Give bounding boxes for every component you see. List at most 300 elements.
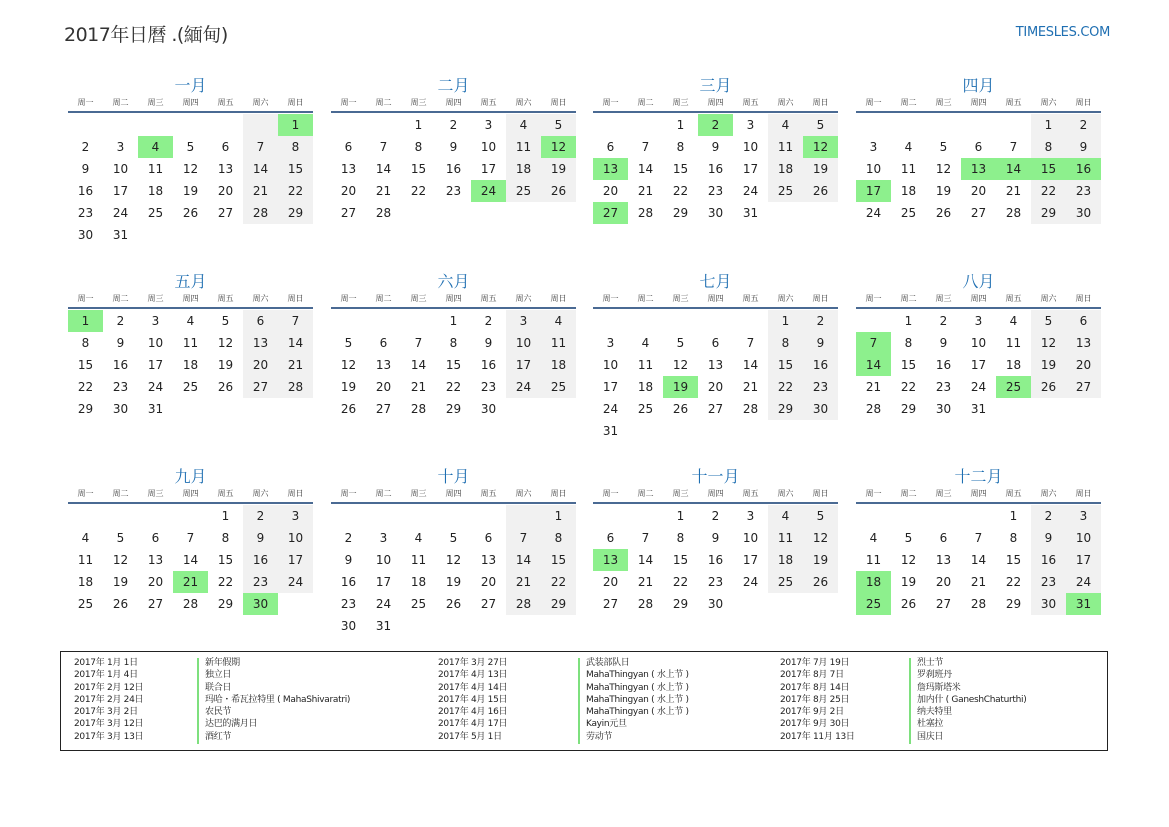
weekday-label: 周四 xyxy=(445,294,462,303)
weekday-label: 周日 xyxy=(550,489,567,498)
day-cell: 7 xyxy=(641,531,650,545)
weekday-label: 周三 xyxy=(672,294,689,303)
day-cell: 25 xyxy=(410,597,427,611)
day-cell: 9 xyxy=(803,332,838,354)
day-cell: 22 xyxy=(1005,575,1022,589)
empty-day xyxy=(173,505,208,527)
day-cell: 18 xyxy=(77,575,94,589)
site-link[interactable]: TIMESLES.COM xyxy=(1015,25,1110,40)
holiday-name: MahaThingyan ( 水上节 ) xyxy=(586,707,689,718)
weekday-label: 周一 xyxy=(602,98,619,107)
day-cell: 5 xyxy=(221,314,230,328)
day-cell: 19 xyxy=(182,184,199,198)
holiday-name: 独立日 xyxy=(205,670,232,681)
day-cell: 15 xyxy=(672,553,689,567)
day-cell: 2 xyxy=(1031,505,1066,527)
month-name: 一月 xyxy=(174,76,207,95)
day-cell: 30 xyxy=(340,619,357,633)
day-cell: 16 xyxy=(935,358,952,372)
day-grid xyxy=(856,310,1101,420)
day-cell: 5 xyxy=(803,505,838,527)
month-calendar xyxy=(331,271,576,420)
day-cell: 9 xyxy=(81,162,90,176)
day-cell: 9 xyxy=(449,140,458,154)
day-cell: 13 xyxy=(935,553,952,567)
day-cell: 1 xyxy=(449,314,458,328)
day-cell: 18 xyxy=(147,184,164,198)
empty-day xyxy=(891,114,926,136)
holiday-day: 1 xyxy=(278,114,313,136)
weekday-label: 周六 xyxy=(252,294,269,303)
day-cell: 8 xyxy=(541,527,576,549)
weekday-label: 周一 xyxy=(77,98,94,107)
weekday-label: 周三 xyxy=(935,489,952,498)
day-cell: 23 xyxy=(1031,571,1066,593)
empty-day xyxy=(138,114,173,136)
weekday-label: 周五 xyxy=(742,294,759,303)
day-cell: 4 xyxy=(1009,314,1018,328)
day-cell: 15 xyxy=(541,549,576,571)
day-cell: 20 xyxy=(147,575,164,589)
day-cell: 20 xyxy=(217,184,234,198)
holiday-day: 25 xyxy=(856,593,891,615)
holiday-name: MahaThingyan ( 水上节 ) xyxy=(586,670,689,681)
empty-day xyxy=(593,114,628,136)
month-name: 十月 xyxy=(437,467,470,486)
month-name: 十二月 xyxy=(954,467,1003,486)
day-cell: 4 xyxy=(414,531,423,545)
empty-day xyxy=(103,505,138,527)
empty-day xyxy=(103,114,138,136)
empty-day xyxy=(68,505,103,527)
day-cell: 2 xyxy=(803,310,838,332)
day-grid xyxy=(593,114,838,224)
day-cell: 28 xyxy=(742,402,759,416)
weekday-label: 周六 xyxy=(777,294,794,303)
day-cell: 29 xyxy=(217,597,234,611)
day-cell: 29 xyxy=(77,402,94,416)
day-cell: 7 xyxy=(278,310,313,332)
day-cell: 30 xyxy=(77,228,94,242)
holiday-name: MahaThingyan ( 水上节 ) xyxy=(586,682,689,693)
holiday-dates-column xyxy=(74,657,143,743)
day-cell: 25 xyxy=(182,380,199,394)
day-cell: 22 xyxy=(77,380,94,394)
day-cell: 11 xyxy=(900,162,917,176)
day-cell: 11 xyxy=(1005,336,1022,350)
holiday-name: 劳动节 xyxy=(586,731,613,742)
day-cell: 10 xyxy=(506,332,541,354)
day-cell: 21 xyxy=(506,571,541,593)
day-cell: 14 xyxy=(970,553,987,567)
month-divider xyxy=(331,502,576,504)
day-grid xyxy=(856,505,1101,615)
empty-day xyxy=(856,310,891,332)
weekday-header xyxy=(856,97,1101,109)
day-cell: 8 xyxy=(221,531,230,545)
day-cell: 23 xyxy=(1066,180,1101,202)
day-cell: 10 xyxy=(112,162,129,176)
day-cell: 15 xyxy=(217,553,234,567)
day-cell: 20 xyxy=(602,184,619,198)
holiday-date: 2017年 4月 15日 xyxy=(438,694,508,705)
day-cell: 20 xyxy=(243,354,278,376)
day-cell: 5 xyxy=(1031,310,1066,332)
day-cell: 24 xyxy=(865,206,882,220)
day-cell: 1 xyxy=(676,118,685,132)
day-cell: 10 xyxy=(970,336,987,350)
weekday-label: 周二 xyxy=(112,489,129,498)
day-cell: 8 xyxy=(768,332,803,354)
weekday-label: 周六 xyxy=(252,98,269,107)
weekday-label: 周日 xyxy=(1075,489,1092,498)
weekday-label: 周四 xyxy=(182,294,199,303)
day-cell: 14 xyxy=(182,553,199,567)
month-divider xyxy=(856,307,1101,309)
day-cell: 21 xyxy=(375,184,392,198)
day-cell: 26 xyxy=(803,571,838,593)
day-grid xyxy=(331,114,576,224)
day-cell: 25 xyxy=(900,206,917,220)
holiday-name: 达巴的满月日 xyxy=(205,719,258,730)
day-cell: 21 xyxy=(637,184,654,198)
day-cell: 19 xyxy=(803,158,838,180)
day-cell: 12 xyxy=(445,553,462,567)
holiday-name: MahaThingyan ( 水上节 ) xyxy=(586,694,689,705)
day-cell: 19 xyxy=(112,575,129,589)
holiday-date: 2017年 3月 13日 xyxy=(74,731,144,742)
day-cell: 5 xyxy=(116,531,125,545)
day-cell: 5 xyxy=(541,114,576,136)
weekday-header xyxy=(331,97,576,109)
day-cell: 22 xyxy=(672,575,689,589)
day-cell: 13 xyxy=(147,553,164,567)
weekday-label: 周一 xyxy=(602,489,619,498)
day-cell: 2 xyxy=(116,314,125,328)
empty-day xyxy=(436,505,471,527)
day-cell: 10 xyxy=(742,531,759,545)
weekday-label: 周三 xyxy=(672,98,689,107)
day-cell: 11 xyxy=(768,527,803,549)
day-cell: 3 xyxy=(116,140,125,154)
day-cell: 23 xyxy=(112,380,129,394)
day-cell: 6 xyxy=(606,140,615,154)
weekday-label: 周五 xyxy=(1005,98,1022,107)
month-name: 七月 xyxy=(699,272,732,291)
weekday-label: 周三 xyxy=(147,98,164,107)
day-cell: 11 xyxy=(637,358,654,372)
day-cell: 9 xyxy=(243,527,278,549)
weekday-label: 周五 xyxy=(1005,489,1022,498)
holiday-name: 农民节 xyxy=(205,707,232,718)
empty-day xyxy=(208,114,243,136)
holiday-name: 烈士节 xyxy=(917,658,944,668)
day-cell: 27 xyxy=(602,597,619,611)
day-cell: 13 xyxy=(217,162,234,176)
day-cell: 27 xyxy=(375,402,392,416)
day-cell: 11 xyxy=(506,136,541,158)
day-cell: 2 xyxy=(484,314,493,328)
day-cell: 19 xyxy=(541,158,576,180)
day-grid xyxy=(856,114,1101,224)
weekday-header xyxy=(856,488,1101,500)
day-cell: 4 xyxy=(186,314,195,328)
day-cell: 13 xyxy=(480,553,497,567)
holiday-day: 12 xyxy=(541,136,576,158)
day-cell: 26 xyxy=(182,206,199,220)
day-cell: 19 xyxy=(900,575,917,589)
weekday-label: 周四 xyxy=(445,489,462,498)
day-cell: 29 xyxy=(541,593,576,615)
day-cell: 9 xyxy=(711,140,720,154)
day-cell: 6 xyxy=(939,531,948,545)
day-cell: 2 xyxy=(344,531,353,545)
month-calendar xyxy=(856,466,1101,615)
month-divider xyxy=(331,111,576,113)
day-cell: 31 xyxy=(112,228,129,242)
empty-day xyxy=(138,505,173,527)
day-cell: 12 xyxy=(803,527,838,549)
weekday-header xyxy=(68,97,313,109)
day-cell: 18 xyxy=(900,184,917,198)
weekday-label: 周五 xyxy=(480,98,497,107)
day-cell: 27 xyxy=(707,402,724,416)
day-cell: 28 xyxy=(410,402,427,416)
day-cell: 17 xyxy=(742,162,759,176)
day-cell: 20 xyxy=(602,575,619,589)
weekday-label: 周日 xyxy=(287,294,304,303)
day-cell: 17 xyxy=(278,549,313,571)
day-cell: 17 xyxy=(480,162,497,176)
day-cell: 14 xyxy=(637,162,654,176)
month-divider xyxy=(856,502,1101,504)
weekday-label: 周五 xyxy=(1005,294,1022,303)
weekday-label: 周六 xyxy=(1040,98,1057,107)
day-cell: 18 xyxy=(541,354,576,376)
day-cell: 28 xyxy=(637,597,654,611)
empty-day xyxy=(628,114,663,136)
day-cell: 12 xyxy=(1031,332,1066,354)
day-cell: 7 xyxy=(243,136,278,158)
holiday-accent-bar xyxy=(578,658,580,744)
day-cell: 31 xyxy=(375,619,392,633)
holiday-dates-column xyxy=(780,657,855,743)
holiday-date: 2017年 3月 2日 xyxy=(74,707,138,718)
day-cell: 1 xyxy=(221,509,230,523)
weekday-label: 周六 xyxy=(1040,294,1057,303)
day-cell: 3 xyxy=(278,505,313,527)
day-cell: 15 xyxy=(77,358,94,372)
weekday-header xyxy=(331,488,576,500)
day-cell: 7 xyxy=(974,531,983,545)
month-calendar xyxy=(593,75,838,224)
month-calendar xyxy=(593,271,838,442)
day-cell: 6 xyxy=(1066,310,1101,332)
day-cell: 6 xyxy=(379,336,388,350)
holiday-day: 31 xyxy=(1066,593,1101,615)
day-cell: 16 xyxy=(77,184,94,198)
day-cell: 17 xyxy=(147,358,164,372)
day-cell: 21 xyxy=(742,380,759,394)
day-cell: 17 xyxy=(375,575,392,589)
day-cell: 10 xyxy=(480,140,497,154)
empty-day xyxy=(243,114,278,136)
day-cell: 24 xyxy=(742,184,759,198)
day-cell: 8 xyxy=(278,136,313,158)
day-cell: 30 xyxy=(707,597,724,611)
day-cell: 16 xyxy=(803,354,838,376)
day-cell: 3 xyxy=(506,310,541,332)
day-cell: 4 xyxy=(768,505,803,527)
day-cell: 7 xyxy=(379,140,388,154)
day-cell: 24 xyxy=(112,206,129,220)
empty-day xyxy=(593,310,628,332)
day-cell: 13 xyxy=(1066,332,1101,354)
day-cell: 3 xyxy=(484,118,493,132)
weekday-label: 周一 xyxy=(865,489,882,498)
holiday-date: 2017年 5月 1日 xyxy=(438,731,502,742)
holiday-name: 国庆日 xyxy=(917,731,944,742)
day-cell: 8 xyxy=(81,336,90,350)
holiday-day: 24 xyxy=(471,180,506,202)
day-cell: 4 xyxy=(506,114,541,136)
day-cell: 20 xyxy=(970,184,987,198)
day-cell: 24 xyxy=(375,597,392,611)
day-cell: 6 xyxy=(151,531,160,545)
empty-day xyxy=(926,114,961,136)
holiday-day: 4 xyxy=(138,136,173,158)
empty-day xyxy=(698,310,733,332)
weekday-header xyxy=(68,488,313,500)
holiday-name: 酒红节 xyxy=(205,731,232,742)
day-cell: 24 xyxy=(278,571,313,593)
day-cell: 29 xyxy=(1005,597,1022,611)
day-cell: 12 xyxy=(900,553,917,567)
day-cell: 26 xyxy=(672,402,689,416)
day-cell: 23 xyxy=(445,184,462,198)
day-cell: 23 xyxy=(77,206,94,220)
day-cell: 22 xyxy=(768,376,803,398)
holiday-date: 2017年 1月 4日 xyxy=(74,670,138,681)
day-cell: 26 xyxy=(803,180,838,202)
day-cell: 2 xyxy=(449,118,458,132)
day-cell: 21 xyxy=(970,575,987,589)
holiday-name: Kayin元旦 xyxy=(586,719,627,730)
day-cell: 1 xyxy=(768,310,803,332)
day-cell: 17 xyxy=(506,354,541,376)
holiday-name: 加内什 ( GaneshChaturthi) xyxy=(917,694,1027,705)
holiday-accent-bar xyxy=(197,658,199,744)
weekday-label: 周一 xyxy=(340,98,357,107)
day-cell: 30 xyxy=(480,402,497,416)
day-cell: 8 xyxy=(449,336,458,350)
holiday-day: 27 xyxy=(593,202,628,224)
day-cell: 10 xyxy=(278,527,313,549)
empty-day xyxy=(628,310,663,332)
month-name: 二月 xyxy=(437,76,470,95)
month-divider xyxy=(68,111,313,113)
weekday-label: 周四 xyxy=(182,489,199,498)
day-cell: 29 xyxy=(768,398,803,420)
empty-day xyxy=(856,114,891,136)
day-cell: 6 xyxy=(606,531,615,545)
weekday-label: 周六 xyxy=(515,98,532,107)
day-cell: 5 xyxy=(676,336,685,350)
holiday-date: 2017年 4月 13日 xyxy=(438,670,508,681)
day-cell: 8 xyxy=(904,336,913,350)
weekday-label: 周五 xyxy=(480,294,497,303)
day-cell: 19 xyxy=(935,184,952,198)
day-cell: 21 xyxy=(410,380,427,394)
day-cell: 28 xyxy=(375,206,392,220)
day-cell: 27 xyxy=(1066,376,1101,398)
month-calendar xyxy=(68,75,313,246)
day-cell: 15 xyxy=(445,358,462,372)
empty-day xyxy=(331,505,366,527)
month-calendar xyxy=(331,466,576,637)
weekday-label: 周日 xyxy=(287,98,304,107)
day-cell: 28 xyxy=(865,402,882,416)
holiday-date: 2017年 2月 12日 xyxy=(74,682,144,693)
holiday-date: 2017年 8月 7日 xyxy=(780,670,844,681)
holiday-day: 25 xyxy=(996,376,1031,398)
day-cell: 23 xyxy=(707,575,724,589)
month-divider xyxy=(593,111,838,113)
day-cell: 26 xyxy=(217,380,234,394)
month-divider xyxy=(331,307,576,309)
day-cell: 24 xyxy=(602,402,619,416)
month-calendar xyxy=(68,466,313,615)
day-cell: 30 xyxy=(1066,202,1101,224)
day-cell: 31 xyxy=(742,206,759,220)
day-cell: 12 xyxy=(112,553,129,567)
day-cell: 17 xyxy=(112,184,129,198)
day-cell: 5 xyxy=(904,531,913,545)
day-cell: 14 xyxy=(375,162,392,176)
weekday-label: 周五 xyxy=(742,98,759,107)
day-cell: 1 xyxy=(904,314,913,328)
weekday-label: 周二 xyxy=(637,489,654,498)
day-cell: 1 xyxy=(1031,114,1066,136)
day-cell: 26 xyxy=(541,180,576,202)
day-cell: 2 xyxy=(1066,114,1101,136)
day-cell: 17 xyxy=(742,553,759,567)
weekday-label: 周日 xyxy=(550,294,567,303)
day-cell: 6 xyxy=(974,140,983,154)
holiday-name: 联合日 xyxy=(205,682,232,693)
day-cell: 16 xyxy=(112,358,129,372)
day-cell: 28 xyxy=(1005,206,1022,220)
weekday-label: 周日 xyxy=(812,294,829,303)
day-cell: 21 xyxy=(865,380,882,394)
day-cell: 18 xyxy=(768,158,803,180)
weekday-label: 周五 xyxy=(480,489,497,498)
day-cell: 3 xyxy=(974,314,983,328)
holiday-accent-bar xyxy=(909,658,911,744)
day-cell: 23 xyxy=(340,597,357,611)
day-cell: 4 xyxy=(869,531,878,545)
day-cell: 31 xyxy=(147,402,164,416)
holiday-day: 15 xyxy=(1031,158,1066,180)
holiday-list xyxy=(60,651,1108,751)
day-cell: 28 xyxy=(278,376,313,398)
day-cell: 22 xyxy=(672,184,689,198)
day-cell: 22 xyxy=(410,184,427,198)
day-cell: 25 xyxy=(541,376,576,398)
weekday-label: 周四 xyxy=(707,294,724,303)
empty-day xyxy=(401,505,436,527)
day-cell: 28 xyxy=(506,593,541,615)
